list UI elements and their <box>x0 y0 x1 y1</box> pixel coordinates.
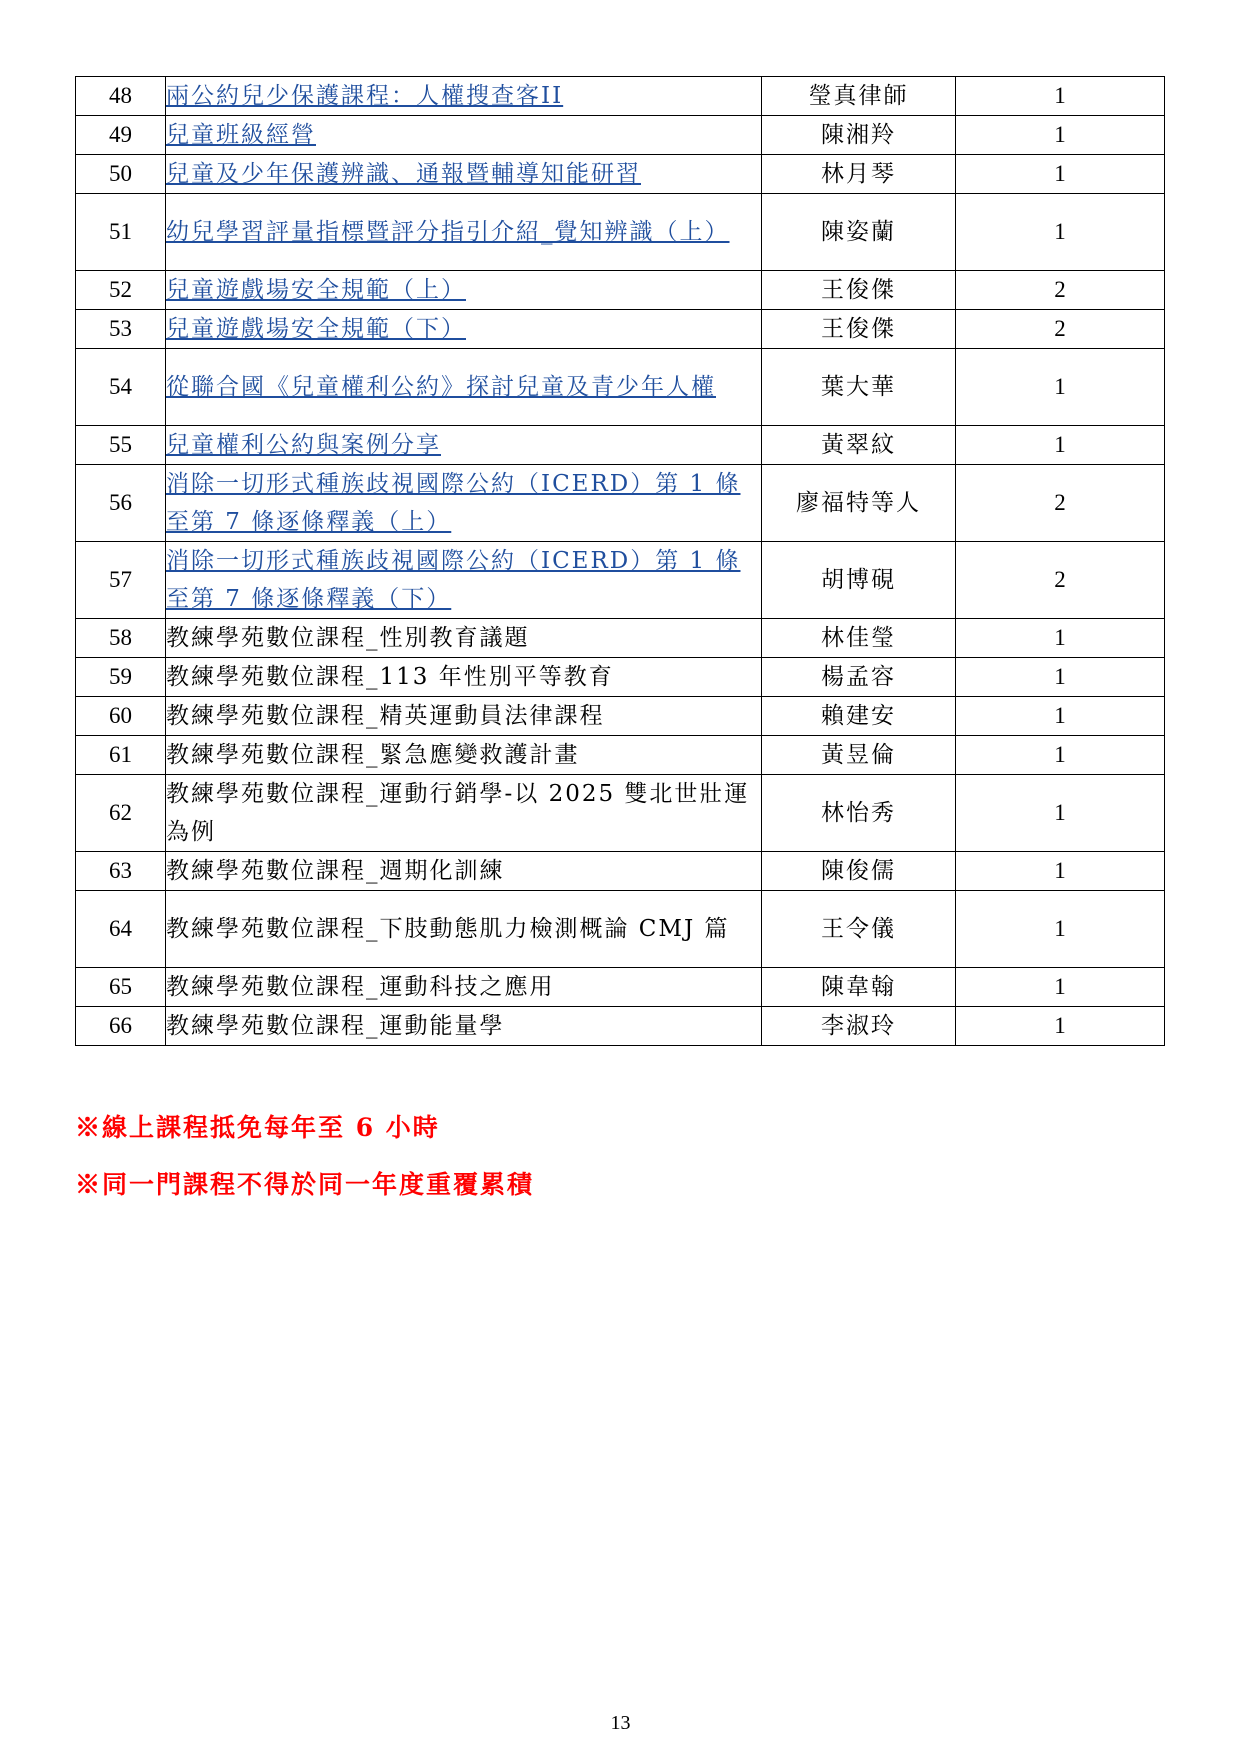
table-row <box>76 736 1165 775</box>
course-hours: 1 <box>956 116 1165 155</box>
course-title-link[interactable]: 幼兒學習評量指標暨評分指引介紹_覺知辨識（上） <box>166 219 730 245</box>
course-table-body <box>76 77 1165 1046</box>
course-title-link[interactable]: 消除一切形式種族歧視國際公約（ICERD）第 1 條至第 7 條逐條釋義（下） <box>166 548 741 612</box>
course-lecturer: 王令儀 <box>762 891 956 968</box>
course-number: 56 <box>76 465 166 542</box>
course-lecturer: 陳湘羚 <box>762 116 956 155</box>
course-number: 49 <box>76 116 166 155</box>
course-title: 教練學苑數位課程_精英運動員法律課程 <box>166 697 762 736</box>
table-row <box>76 426 1165 465</box>
table-row <box>76 852 1165 891</box>
course-hours: 1 <box>956 891 1165 968</box>
course-number: 52 <box>76 271 166 310</box>
note-credit-limit: ※線上課程抵免每年至 6 小時 <box>75 1113 440 1142</box>
course-title-cell <box>166 194 762 271</box>
course-title: 教練學苑數位課程_性別教育議題 <box>166 619 762 658</box>
course-hours: 1 <box>956 658 1165 697</box>
course-number: 57 <box>76 542 166 619</box>
course-hours: 1 <box>956 775 1165 852</box>
course-title-cell <box>166 426 762 465</box>
course-title-cell <box>166 310 762 349</box>
course-title: 教練學苑數位課程_運動行銷學-以 2025 雙北世壯運為例 <box>166 775 762 852</box>
course-title-link[interactable]: 從聯合國《兒童權利公約》探討兒童及青少年人權 <box>166 374 716 400</box>
course-lecturer: 黃翠紋 <box>762 426 956 465</box>
course-number: 50 <box>76 155 166 194</box>
table-row <box>76 619 1165 658</box>
course-lecturer: 王俊傑 <box>762 271 956 310</box>
course-number: 54 <box>76 349 166 426</box>
course-number: 62 <box>76 775 166 852</box>
table-row <box>76 271 1165 310</box>
note-no-repeat: ※同一門課程不得於同一年度重覆累積 <box>75 1170 535 1199</box>
course-hours: 1 <box>956 1007 1165 1046</box>
course-lecturer: 王俊傑 <box>762 310 956 349</box>
course-lecturer: 賴建安 <box>762 697 956 736</box>
course-hours: 2 <box>956 542 1165 619</box>
course-hours: 1 <box>956 77 1165 116</box>
course-hours: 1 <box>956 155 1165 194</box>
course-lecturer: 黃昱倫 <box>762 736 956 775</box>
course-lecturer: 林佳瑩 <box>762 619 956 658</box>
course-table <box>75 76 1165 1046</box>
course-title-cell <box>166 349 762 426</box>
course-number: 51 <box>76 194 166 271</box>
course-hours: 1 <box>956 697 1165 736</box>
course-number: 60 <box>76 697 166 736</box>
course-title-link[interactable]: 兒童遊戲場安全規範（上） <box>166 277 466 303</box>
course-number: 63 <box>76 852 166 891</box>
course-title-link[interactable]: 兒童遊戲場安全規範（下） <box>166 316 466 342</box>
course-number: 64 <box>76 891 166 968</box>
table-row <box>76 542 1165 619</box>
course-hours: 2 <box>956 465 1165 542</box>
course-hours: 2 <box>956 271 1165 310</box>
course-title: 教練學苑數位課程_緊急應變救護計畫 <box>166 736 762 775</box>
table-row <box>76 697 1165 736</box>
course-title-cell <box>166 116 762 155</box>
course-lecturer: 葉大華 <box>762 349 956 426</box>
course-title-cell <box>166 271 762 310</box>
course-title-cell <box>166 155 762 194</box>
table-row <box>76 155 1165 194</box>
course-lecturer: 林怡秀 <box>762 775 956 852</box>
course-title-link[interactable]: 兒童及少年保護辨識、通報暨輔導知能研習 <box>166 161 641 187</box>
table-row <box>76 775 1165 852</box>
course-title-cell <box>166 542 762 619</box>
course-lecturer: 胡博硯 <box>762 542 956 619</box>
course-lecturer: 陳韋翰 <box>762 968 956 1007</box>
course-title: 教練學苑數位課程_運動科技之應用 <box>166 968 762 1007</box>
course-title-link[interactable]: 兩公約兒少保護課程：人權搜查客II <box>166 83 564 109</box>
table-row <box>76 349 1165 426</box>
course-lecturer: 李淑玲 <box>762 1007 956 1046</box>
table-row <box>76 1007 1165 1046</box>
course-hours: 1 <box>956 349 1165 426</box>
table-row <box>76 116 1165 155</box>
table-row <box>76 658 1165 697</box>
course-number: 59 <box>76 658 166 697</box>
table-row <box>76 77 1165 116</box>
course-title: 教練學苑數位課程_週期化訓練 <box>166 852 762 891</box>
course-lecturer: 陳俊儒 <box>762 852 956 891</box>
table-row <box>76 891 1165 968</box>
course-number: 65 <box>76 968 166 1007</box>
course-number: 48 <box>76 77 166 116</box>
course-number: 55 <box>76 426 166 465</box>
course-hours: 1 <box>956 619 1165 658</box>
table-row <box>76 310 1165 349</box>
course-title: 教練學苑數位課程_113 年性別平等教育 <box>166 658 762 697</box>
course-hours: 2 <box>956 310 1165 349</box>
course-title-link[interactable]: 消除一切形式種族歧視國際公約（ICERD）第 1 條至第 7 條逐條釋義（上） <box>166 471 741 535</box>
course-lecturer: 廖福特等人 <box>762 465 956 542</box>
course-number: 61 <box>76 736 166 775</box>
course-hours: 1 <box>956 736 1165 775</box>
course-hours: 1 <box>956 194 1165 271</box>
course-lecturer: 陳姿蘭 <box>762 194 956 271</box>
course-title: 教練學苑數位課程_運動能量學 <box>166 1007 762 1046</box>
course-hours: 1 <box>956 426 1165 465</box>
course-title-cell <box>166 77 762 116</box>
course-hours: 1 <box>956 852 1165 891</box>
course-title-link[interactable]: 兒童權利公約與案例分享 <box>166 432 441 458</box>
table-row <box>76 194 1165 271</box>
table-row <box>76 465 1165 542</box>
course-lecturer: 瑩真律師 <box>762 77 956 116</box>
course-title: 教練學苑數位課程_下肢動態肌力檢測概論 CMJ 篇 <box>166 891 762 968</box>
page-number: 13 <box>610 1712 631 1734</box>
course-hours: 1 <box>956 968 1165 1007</box>
course-title-link[interactable]: 兒童班級經營 <box>166 122 316 148</box>
course-title-cell <box>166 465 762 542</box>
course-number: 66 <box>76 1007 166 1046</box>
course-number: 58 <box>76 619 166 658</box>
course-lecturer: 楊孟容 <box>762 658 956 697</box>
course-number: 53 <box>76 310 166 349</box>
course-lecturer: 林月琴 <box>762 155 956 194</box>
table-row <box>76 968 1165 1007</box>
